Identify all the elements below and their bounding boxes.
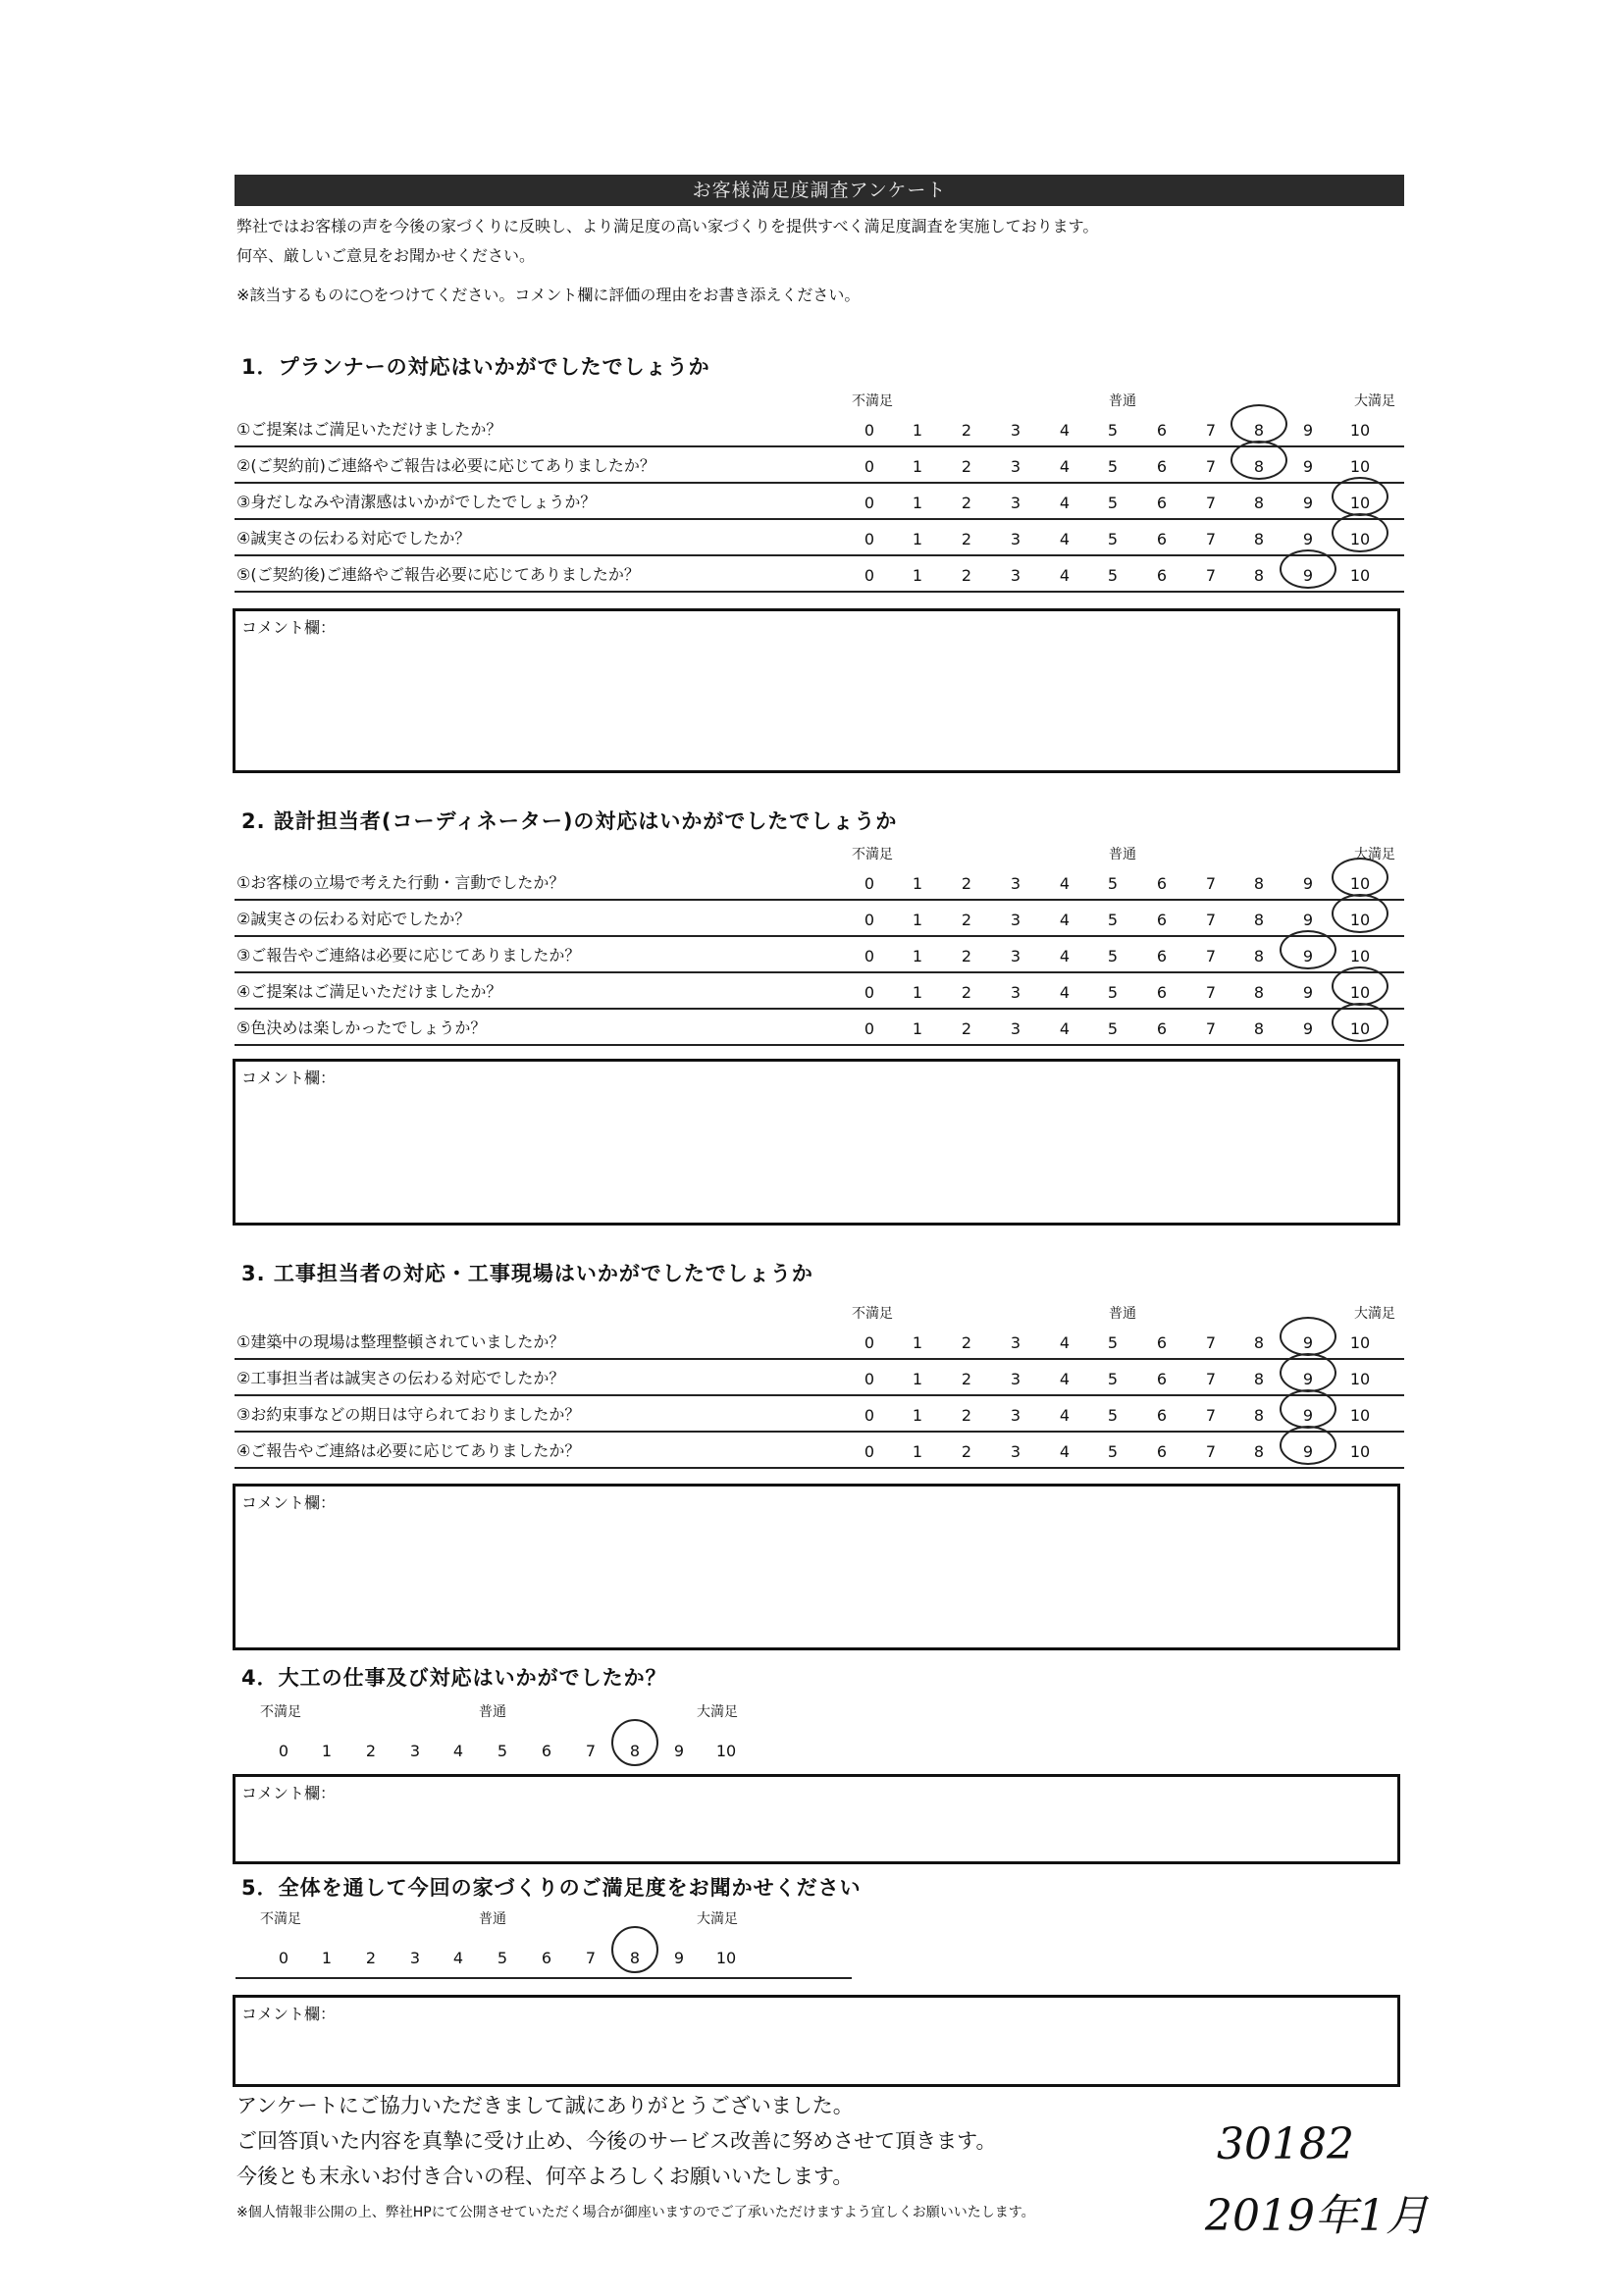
question-row (235, 1432, 1404, 1469)
rating-option-8[interactable]: 8 (1253, 457, 1265, 476)
rating-option-9[interactable]: 9 (1302, 457, 1314, 476)
question-text: ④ご提案はご満足いただけましたか？ (236, 982, 502, 1001)
comment-label: コメント欄： (241, 1069, 337, 1087)
rating-option-7[interactable]: 7 (1205, 457, 1217, 476)
rating-option-10[interactable]: 10 (1349, 947, 1371, 965)
question-row (235, 555, 1404, 593)
rating-option-8[interactable]: 8 (1253, 421, 1265, 440)
rating-option-2[interactable]: 2 (961, 421, 972, 440)
question-row (235, 900, 1404, 937)
rating-option-0[interactable]: 0 (864, 983, 875, 1002)
rating-option-8[interactable]: 8 (1253, 1333, 1265, 1352)
comment-box-1[interactable] (233, 608, 1400, 773)
rating-option-1[interactable]: 1 (321, 1949, 333, 1967)
scale-low-label: 不満足 (260, 1704, 301, 1720)
comment-box-4[interactable] (233, 1774, 1400, 1864)
rating-option-0[interactable]: 0 (864, 947, 875, 965)
rating-option-8[interactable]: 8 (1253, 911, 1265, 929)
rating-option-0[interactable]: 0 (278, 1742, 289, 1760)
rating-option-2[interactable]: 2 (961, 566, 972, 585)
question-row (235, 519, 1404, 556)
rating-option-0[interactable]: 0 (864, 1406, 875, 1425)
rating-option-8[interactable]: 8 (1253, 947, 1265, 965)
scale-mid-label: 普通 (1109, 393, 1136, 409)
rating-option-6[interactable]: 6 (1156, 530, 1168, 548)
rating-option-6[interactable]: 6 (1156, 457, 1168, 476)
rating-option-6[interactable]: 6 (1156, 494, 1168, 512)
selected-rating-circle (1280, 549, 1336, 589)
rating-option-4[interactable]: 4 (1059, 874, 1071, 893)
rating-option-2[interactable]: 2 (365, 1742, 377, 1760)
rating-option-10[interactable]: 10 (1349, 421, 1371, 440)
rating-option-6[interactable]: 6 (541, 1742, 552, 1760)
rating-option-7[interactable]: 7 (1205, 911, 1217, 929)
scale-high-label: 大満足 (1354, 393, 1395, 409)
selected-rating-circle (1230, 441, 1287, 480)
rating-option-1[interactable]: 1 (321, 1742, 333, 1760)
rating-option-4[interactable]: 4 (452, 1949, 464, 1967)
rating-option-4[interactable]: 4 (1059, 421, 1071, 440)
rating-option-7[interactable]: 7 (1205, 530, 1217, 548)
survey-title: お客様満足度調査アンケート (235, 175, 1404, 206)
rating-option-0[interactable]: 0 (864, 566, 875, 585)
rating-option-6[interactable]: 6 (1156, 874, 1168, 893)
rating-option-6[interactable]: 6 (1156, 947, 1168, 965)
rating-option-10[interactable]: 10 (1349, 566, 1371, 585)
rating-option-9[interactable]: 9 (1302, 1406, 1314, 1425)
rating-option-8[interactable]: 8 (1253, 1406, 1265, 1425)
rating-option-6[interactable]: 6 (541, 1949, 552, 1967)
rating-option-3[interactable]: 3 (1010, 1019, 1021, 1038)
selected-rating-circle (1332, 858, 1388, 897)
rating-option-0[interactable]: 0 (864, 874, 875, 893)
rating-option-3[interactable]: 3 (1010, 983, 1021, 1002)
rating-option-8[interactable]: 8 (1253, 494, 1265, 512)
rating-option-8[interactable]: 8 (1253, 566, 1265, 585)
rating-option-9[interactable]: 9 (1302, 1019, 1314, 1038)
rating-option-9[interactable]: 9 (1302, 1442, 1314, 1461)
question-text: ③身だしなみや清潔感はいかがでしたでしょうか？ (236, 493, 597, 511)
rating-option-3[interactable]: 3 (1010, 1333, 1021, 1352)
rating-option-3[interactable]: 3 (1010, 566, 1021, 585)
rating-option-2[interactable]: 2 (961, 1370, 972, 1388)
rating-option-1[interactable]: 1 (912, 457, 923, 476)
question-text: ⑤(ご契約後)ご連絡やご報告必要に応じてありましたか？ (236, 565, 640, 584)
section-1-title: 1．プランナーの対応はいかがでしたでしょうか (241, 355, 710, 379)
intro-line-3: ※該当するものに○をつけてください。コメント欄に評価の理由をお書き添えください。 (236, 286, 861, 304)
rating-option-5[interactable]: 5 (1107, 1406, 1119, 1425)
rating-option-4[interactable]: 4 (1059, 1370, 1071, 1388)
rating-option-10[interactable]: 10 (1349, 1019, 1371, 1038)
rating-option-5[interactable]: 5 (1107, 983, 1119, 1002)
question-row (235, 483, 1404, 520)
comment-label: コメント欄： (241, 1493, 337, 1512)
selected-rating-circle (1332, 894, 1388, 933)
rating-option-4[interactable]: 4 (452, 1742, 464, 1760)
rating-option-5[interactable]: 5 (497, 1949, 508, 1967)
footer-line-3: 今後とも末永いお付き合いの程、何卒よろしくお願いいたします。 (236, 2165, 854, 2188)
scale-mid-label: 普通 (479, 1704, 506, 1720)
selected-rating-circle (1280, 1353, 1336, 1392)
selected-rating-circle (1280, 1389, 1336, 1429)
rating-option-10[interactable]: 10 (1349, 1442, 1371, 1461)
rating-option-9[interactable]: 9 (1302, 983, 1314, 1002)
rating-option-0[interactable]: 0 (278, 1949, 289, 1967)
scale-mid-label: 普通 (1109, 847, 1136, 862)
rating-option-0[interactable]: 0 (864, 530, 875, 548)
rating-option-10[interactable]: 10 (715, 1949, 737, 1967)
rating-option-10[interactable]: 10 (1349, 530, 1371, 548)
rating-option-3[interactable]: 3 (1010, 1370, 1021, 1388)
divider (236, 1977, 852, 1979)
selected-rating-circle (1332, 477, 1388, 516)
question-row (235, 972, 1404, 1010)
rating-option-1[interactable]: 1 (912, 911, 923, 929)
rating-option-5[interactable]: 5 (1107, 1442, 1119, 1461)
rating-option-2[interactable]: 2 (961, 1406, 972, 1425)
rating-option-4[interactable]: 4 (1059, 983, 1071, 1002)
rating-option-4[interactable]: 4 (1059, 911, 1071, 929)
rating-option-5[interactable]: 5 (1107, 1333, 1119, 1352)
rating-option-9[interactable]: 9 (1302, 1333, 1314, 1352)
selected-rating-circle (1332, 513, 1388, 552)
question-text: ②工事担当者は誠実さの伝わる対応でしたか？ (236, 1369, 565, 1387)
rating-option-10[interactable]: 10 (1349, 1370, 1371, 1388)
rating-option-8[interactable]: 8 (1253, 1442, 1265, 1461)
rating-option-5[interactable]: 5 (1107, 530, 1119, 548)
rating-option-4[interactable]: 4 (1059, 1406, 1071, 1425)
rating-option-7[interactable]: 7 (1205, 421, 1217, 440)
rating-option-4[interactable]: 4 (1059, 566, 1071, 585)
section-5-scale (236, 1908, 746, 1967)
rating-option-10[interactable]: 10 (1349, 494, 1371, 512)
rating-option-9[interactable]: 9 (673, 1949, 685, 1967)
selected-rating-circle (611, 1719, 658, 1766)
rating-option-6[interactable]: 6 (1156, 1370, 1168, 1388)
rating-option-2[interactable]: 2 (961, 874, 972, 893)
question-row (235, 863, 1404, 901)
question-row (235, 936, 1404, 973)
intro-line-2: 何卒、厳しいご意見をお聞かせください。 (236, 246, 536, 265)
rating-option-7[interactable]: 7 (1205, 1406, 1217, 1425)
rating-option-9[interactable]: 9 (1302, 530, 1314, 548)
rating-option-0[interactable]: 0 (864, 457, 875, 476)
question-text: ③お約束事などの期日は守られておりましたか？ (236, 1405, 581, 1424)
rating-option-8[interactable]: 8 (1253, 1370, 1265, 1388)
rating-option-3[interactable]: 3 (1010, 947, 1021, 965)
rating-option-2[interactable]: 2 (961, 530, 972, 548)
rating-option-3[interactable]: 3 (1010, 457, 1021, 476)
rating-option-5[interactable]: 5 (1107, 457, 1119, 476)
rating-option-1[interactable]: 1 (912, 530, 923, 548)
rating-option-9[interactable]: 9 (1302, 911, 1314, 929)
selected-rating-circle (1332, 966, 1388, 1006)
rating-option-4[interactable]: 4 (1059, 457, 1071, 476)
question-row (235, 410, 1404, 447)
rating-option-8[interactable]: 8 (629, 1949, 641, 1967)
rating-option-5[interactable]: 5 (497, 1742, 508, 1760)
rating-option-5[interactable]: 5 (1107, 1370, 1119, 1388)
rating-option-9[interactable]: 9 (1302, 494, 1314, 512)
rating-option-0[interactable]: 0 (864, 1019, 875, 1038)
question-text: ②(ご契約前)ご連絡やご報告は必要に応じてありましたか？ (236, 456, 655, 475)
scale-mid-label: 普通 (1109, 1306, 1136, 1322)
rating-option-2[interactable]: 2 (961, 494, 972, 512)
scale-high-label: 大満足 (697, 1704, 738, 1720)
rating-option-5[interactable]: 5 (1107, 494, 1119, 512)
rating-option-7[interactable]: 7 (1205, 874, 1217, 893)
rating-option-8[interactable]: 8 (1253, 983, 1265, 1002)
rating-option-1[interactable]: 1 (912, 947, 923, 965)
rating-option-7[interactable]: 7 (585, 1742, 597, 1760)
question-row (235, 1323, 1404, 1360)
question-text: ⑤色決めは楽しかったでしょうか？ (236, 1018, 487, 1037)
rating-option-9[interactable]: 9 (1302, 947, 1314, 965)
rating-option-2[interactable]: 2 (961, 457, 972, 476)
comment-box-2[interactable] (233, 1059, 1400, 1226)
question-text: ①建築中の現場は整理整頓されていましたか？ (236, 1332, 565, 1351)
rating-option-2[interactable]: 2 (961, 983, 972, 1002)
rating-option-0[interactable]: 0 (864, 1442, 875, 1461)
rating-option-4[interactable]: 4 (1059, 1333, 1071, 1352)
rating-option-1[interactable]: 1 (912, 874, 923, 893)
selected-rating-circle (1230, 404, 1287, 444)
rating-option-3[interactable]: 3 (1010, 911, 1021, 929)
comment-label: コメント欄： (241, 2005, 337, 2023)
rating-option-2[interactable]: 2 (961, 1442, 972, 1461)
intro-line-1: 弊社ではお客様の声を今後の家づくりに反映し、より満足度の高い家づくりを提供すべく満足度調査を実施しております。 (236, 217, 1099, 235)
rating-option-8[interactable]: 8 (1253, 874, 1265, 893)
question-row (235, 1395, 1404, 1433)
rating-option-9[interactable]: 9 (673, 1742, 685, 1760)
rating-option-1[interactable]: 1 (912, 1370, 923, 1388)
rating-option-2[interactable]: 2 (961, 947, 972, 965)
section-4-title: 4．大工の仕事及び対応はいかがでしたか？ (241, 1666, 667, 1690)
rating-option-10[interactable]: 10 (715, 1742, 737, 1760)
rating-option-3[interactable]: 3 (1010, 1406, 1021, 1425)
question-row (235, 1009, 1404, 1046)
comment-label: コメント欄： (241, 618, 337, 637)
rating-option-0[interactable]: 0 (864, 1370, 875, 1388)
rating-option-4[interactable]: 4 (1059, 947, 1071, 965)
rating-option-0[interactable]: 0 (864, 494, 875, 512)
rating-option-1[interactable]: 1 (912, 421, 923, 440)
rating-option-7[interactable]: 7 (1205, 983, 1217, 1002)
rating-option-9[interactable]: 9 (1302, 566, 1314, 585)
comment-box-3[interactable] (233, 1484, 1400, 1650)
selected-rating-circle (1332, 1003, 1388, 1042)
rating-option-4[interactable]: 4 (1059, 1019, 1071, 1038)
selected-rating-circle (1280, 1317, 1336, 1356)
question-row (235, 1359, 1404, 1396)
rating-option-5[interactable]: 5 (1107, 911, 1119, 929)
scale-high-label: 大満足 (697, 1911, 738, 1927)
rating-option-7[interactable]: 7 (1205, 1333, 1217, 1352)
selected-rating-circle (1280, 930, 1336, 969)
rating-option-7[interactable]: 7 (1205, 947, 1217, 965)
rating-option-3[interactable]: 3 (1010, 494, 1021, 512)
rating-option-5[interactable]: 5 (1107, 566, 1119, 585)
question-row (235, 446, 1404, 484)
rating-option-5[interactable]: 5 (1107, 874, 1119, 893)
rating-option-4[interactable]: 4 (1059, 1442, 1071, 1461)
question-text: ①ご提案はご満足いただけましたか？ (236, 420, 502, 439)
rating-option-8[interactable]: 8 (1253, 530, 1265, 548)
rating-option-2[interactable]: 2 (961, 1019, 972, 1038)
rating-option-3[interactable]: 3 (1010, 874, 1021, 893)
rating-option-1[interactable]: 1 (912, 1019, 923, 1038)
rating-option-9[interactable]: 9 (1302, 874, 1314, 893)
rating-option-7[interactable]: 7 (1205, 1442, 1217, 1461)
scale-low-label: 不満足 (852, 847, 893, 862)
scale-low-label: 不満足 (260, 1911, 301, 1927)
rating-option-1[interactable]: 1 (912, 1333, 923, 1352)
rating-option-6[interactable]: 6 (1156, 1442, 1168, 1461)
question-text: ③ご報告やご連絡は必要に応じてありましたか？ (236, 946, 581, 965)
rating-option-10[interactable]: 10 (1349, 1406, 1371, 1425)
rating-option-10[interactable]: 10 (1349, 1333, 1371, 1352)
rating-option-7[interactable]: 7 (1205, 566, 1217, 585)
selected-rating-circle (611, 1926, 658, 1973)
rating-option-5[interactable]: 5 (1107, 421, 1119, 440)
section-2-title: 2. 設計担当者(コーディネーター)の対応はいかがでしたでしょうか (241, 809, 898, 833)
section-5-title: 5．全体を通して今回の家づくりのご満足度をお聞かせください (241, 1876, 862, 1900)
rating-option-5[interactable]: 5 (1107, 1019, 1119, 1038)
rating-option-3[interactable]: 3 (1010, 530, 1021, 548)
rating-option-3[interactable]: 3 (1010, 421, 1021, 440)
rating-option-1[interactable]: 1 (912, 1442, 923, 1461)
rating-option-7[interactable]: 7 (1205, 1370, 1217, 1388)
rating-option-0[interactable]: 0 (864, 421, 875, 440)
question-text: ②誠実さの伝わる対応でしたか？ (236, 910, 471, 928)
comment-label: コメント欄： (241, 1784, 337, 1802)
rating-option-1[interactable]: 1 (912, 494, 923, 512)
rating-option-6[interactable]: 6 (1156, 983, 1168, 1002)
rating-option-3[interactable]: 3 (409, 1742, 421, 1760)
rating-option-4[interactable]: 4 (1059, 530, 1071, 548)
footer-line-2: ご回答頂いた内容を真摯に受け止め、今後のサービス改善に努めさせて頂きます。 (236, 2129, 997, 2153)
rating-option-6[interactable]: 6 (1156, 1333, 1168, 1352)
scale-mid-label: 普通 (479, 1911, 506, 1927)
selected-rating-circle (1280, 1426, 1336, 1465)
rating-option-9[interactable]: 9 (1302, 421, 1314, 440)
question-text: ④誠実さの伝わる対応でしたか？ (236, 529, 471, 548)
rating-option-6[interactable]: 6 (1156, 911, 1168, 929)
rating-option-9[interactable]: 9 (1302, 1370, 1314, 1388)
rating-option-6[interactable]: 6 (1156, 566, 1168, 585)
rating-option-2[interactable]: 2 (961, 911, 972, 929)
rating-option-4[interactable]: 4 (1059, 494, 1071, 512)
question-text: ①お客様の立場で考えた行動・言動でしたか？ (236, 873, 565, 892)
rating-option-8[interactable]: 8 (1253, 1019, 1265, 1038)
rating-option-3[interactable]: 3 (409, 1949, 421, 1967)
rating-option-0[interactable]: 0 (864, 911, 875, 929)
rating-option-8[interactable]: 8 (629, 1742, 641, 1760)
footer-line-1: アンケートにご協力いただきまして誠にありがとうございました。 (236, 2094, 854, 2117)
rating-option-1[interactable]: 1 (912, 1406, 923, 1425)
handwritten-id: 30182 (1217, 2119, 1354, 2169)
section-4-scale (236, 1701, 746, 1760)
scale-low-label: 不満足 (852, 393, 893, 409)
rating-option-10[interactable]: 10 (1349, 874, 1371, 893)
rating-option-6[interactable]: 6 (1156, 421, 1168, 440)
privacy-note: ※個人情報非公開の上、弊社HPにて公開させていただく場合が御座いますのでご了承いただけますよう宜しくお願いいたします。 (236, 2205, 1035, 2220)
scale-low-label: 不満足 (852, 1306, 893, 1322)
rating-option-0[interactable]: 0 (864, 1333, 875, 1352)
scale-high-label: 大満足 (1354, 1306, 1395, 1322)
comment-box-5[interactable] (233, 1995, 1400, 2087)
rating-option-7[interactable]: 7 (585, 1949, 597, 1967)
rating-option-10[interactable]: 10 (1349, 457, 1371, 476)
rating-option-7[interactable]: 7 (1205, 494, 1217, 512)
rating-option-3[interactable]: 3 (1010, 1442, 1021, 1461)
question-text: ④ご報告やご連絡は必要に応じてありましたか？ (236, 1441, 581, 1460)
rating-option-10[interactable]: 10 (1349, 983, 1371, 1002)
handwritten-date: 2019年1月 (1205, 2191, 1429, 2241)
rating-option-5[interactable]: 5 (1107, 947, 1119, 965)
scale-high-label: 大満足 (1354, 847, 1395, 862)
rating-option-6[interactable]: 6 (1156, 1406, 1168, 1425)
rating-option-10[interactable]: 10 (1349, 911, 1371, 929)
rating-option-2[interactable]: 2 (961, 1333, 972, 1352)
rating-option-1[interactable]: 1 (912, 566, 923, 585)
rating-option-1[interactable]: 1 (912, 983, 923, 1002)
rating-option-6[interactable]: 6 (1156, 1019, 1168, 1038)
section-3-title: 3. 工事担当者の対応・工事現場はいかがでしたでしょうか (241, 1262, 813, 1285)
rating-option-2[interactable]: 2 (365, 1949, 377, 1967)
rating-option-7[interactable]: 7 (1205, 1019, 1217, 1038)
